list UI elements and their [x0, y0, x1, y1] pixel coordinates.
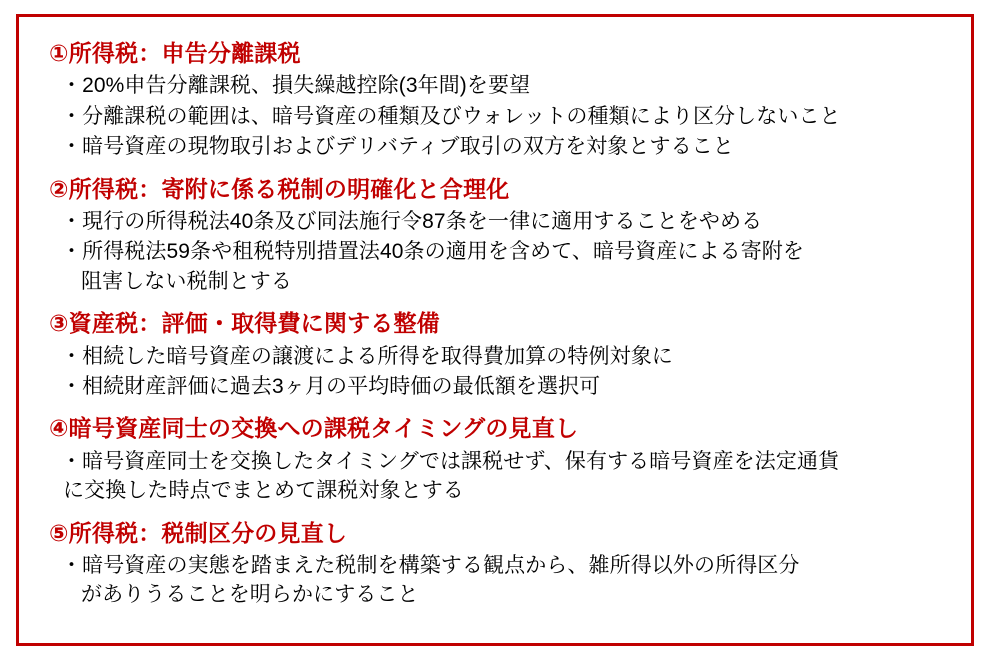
bullet-text: ・所得税法59条や租税特別措置法40条の適用を含めて、暗号資産による寄附を: [61, 240, 804, 264]
bullet-text: ・現行の所得税法40条及び同法施行令87条を一律に適用することをやめる: [61, 210, 763, 234]
bullet-text: ・暗号資産同士を交換したタイミングでは課税せず、保有する暗号資産を法定通貨: [61, 449, 840, 473]
section-3-body: [49, 342, 945, 402]
list-item: [49, 447, 945, 506]
section-3: [49, 309, 945, 401]
section-1: [49, 39, 945, 162]
bullet-text: ・相続した暗号資産の譲渡による所得を取得費加算の特例対象に: [61, 344, 673, 368]
list-item: [49, 237, 945, 296]
bullet-text: ・20%申告分離課税、損失繰越控除(3年間)を要望: [61, 74, 531, 98]
section-3-heading: ③資産税：評価・取得費に関する整備: [49, 310, 440, 337]
bullet-text-continuation: に交換した時点でまとめて課税対象とする: [63, 479, 464, 503]
section-5-body: [49, 551, 945, 610]
section-4-body: [49, 447, 945, 506]
section-5: [49, 519, 945, 610]
list-item: [49, 207, 945, 236]
list-item: [49, 372, 945, 401]
list-item: [49, 71, 945, 100]
section-4: [49, 414, 945, 505]
section-4-heading: ④暗号資産同士の交換への課税タイミングの見直し: [49, 415, 579, 442]
list-item: [49, 551, 945, 610]
list-item: [49, 132, 945, 161]
content-frame: [16, 14, 974, 646]
bullet-text-continuation: がありうることを明らかにすること: [81, 583, 419, 607]
bullet-text-continuation: 阻害しない税制とする: [81, 269, 292, 293]
section-5-heading: ⑤所得税：税制区分の見直し: [49, 519, 348, 546]
list-item: [49, 342, 945, 371]
bullet-text: ・相続財産評価に過去3ヶ月の平均時価の最低額を選択可: [61, 375, 601, 399]
list-item: [49, 102, 945, 131]
section-1-heading: ①所得税：申告分離課税: [49, 40, 301, 66]
section-2: [49, 175, 945, 297]
bullet-text: ・暗号資産の現物取引およびデリバティブ取引の双方を対象とすること: [61, 135, 734, 159]
bullet-text: ・暗号資産の実態を踏まえた税制を構築する観点から、雑所得以外の所得区分: [61, 554, 800, 578]
bullet-text: ・分離課税の範囲は、暗号資産の種類及びウォレットの種類により区分しないこと: [61, 104, 841, 128]
section-2-heading: ②所得税：寄附に係る税制の明確化と合理化: [49, 175, 510, 202]
section-1-body: [49, 71, 945, 161]
section-2-body: [49, 207, 945, 296]
